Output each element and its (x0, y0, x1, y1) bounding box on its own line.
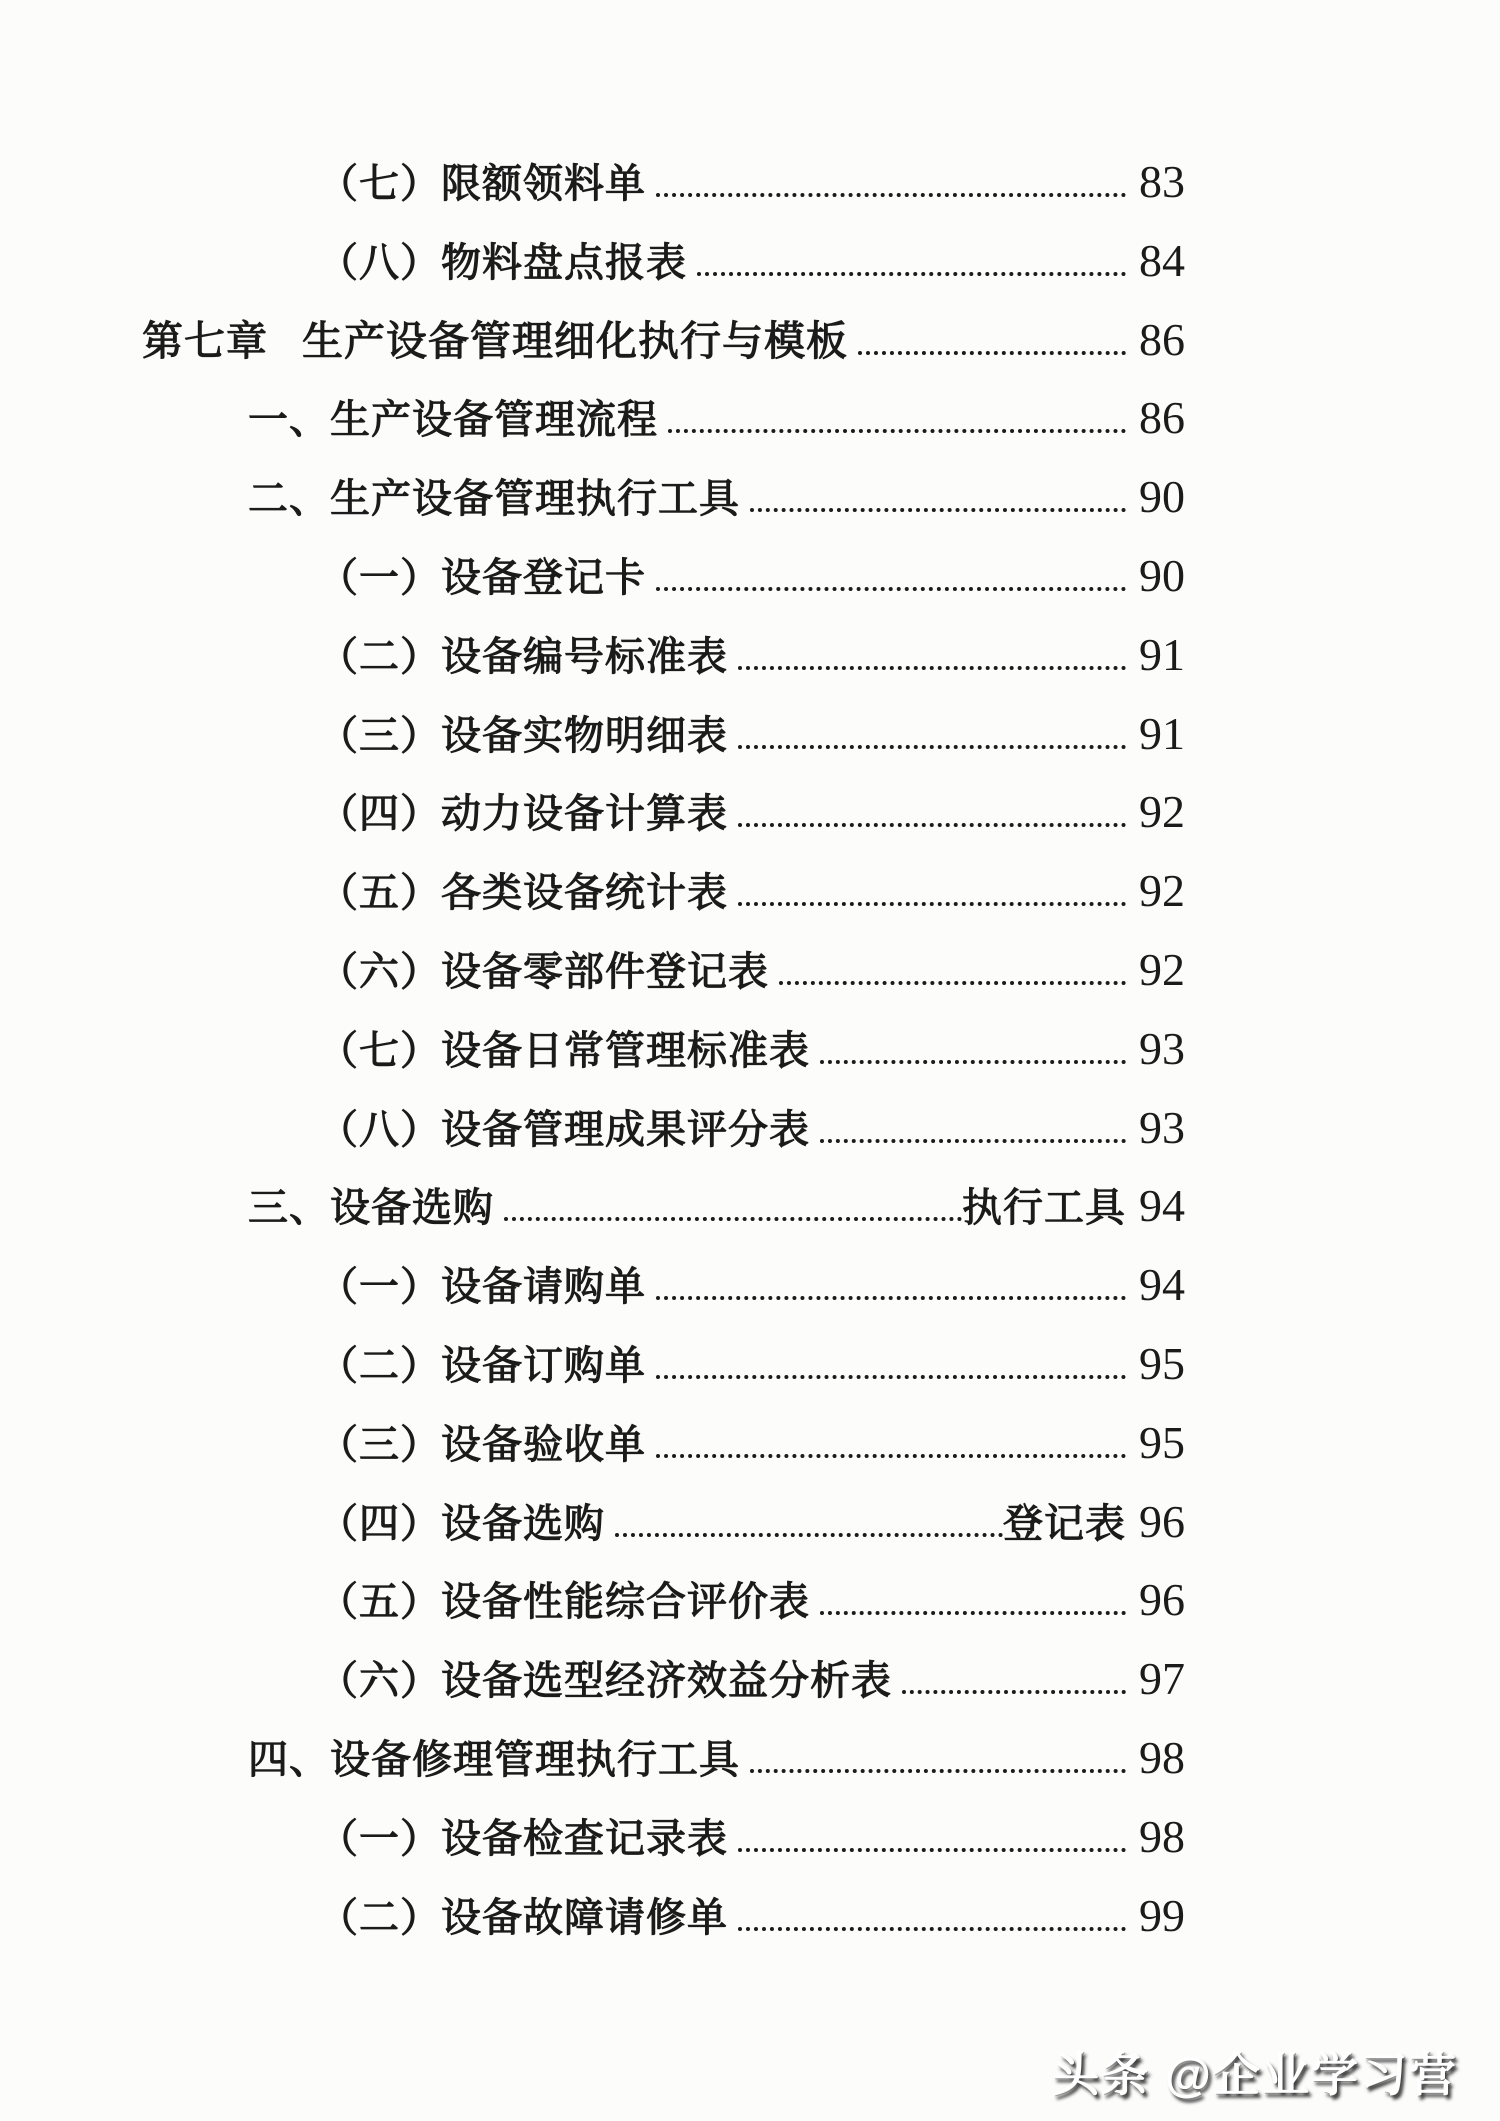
dot-leader (902, 1690, 1126, 1694)
toc-entry (0, 1640, 1185, 1719)
toc-entry (0, 773, 1185, 852)
toc-entry-label: （四）动力设备计算表 (318, 791, 728, 837)
toc-entry-suffix: 登记表 (1003, 1500, 1126, 1546)
toc-page-number: 98 (1139, 1731, 1185, 1783)
toc-entry-label: 三、设备选购 (248, 1185, 494, 1231)
toc-page-number: 97 (1139, 1653, 1185, 1705)
toc-entry-label: （六）设备选型经济效益分析表 (318, 1658, 892, 1704)
toc-entry-label: 生产设备管理细化执行与模板 (302, 317, 848, 364)
toc-entry (0, 143, 1185, 222)
toc-entry (0, 222, 1185, 301)
toc-entry-label: （二）设备订购单 (318, 1342, 646, 1388)
toc-entry (0, 1246, 1185, 1325)
toc-entry-label: （五）设备性能综合评价表 (318, 1579, 810, 1625)
toc-entry-label: （四）设备选购 (318, 1500, 605, 1546)
dot-leader (504, 1217, 962, 1221)
dot-leader (738, 1927, 1126, 1931)
toc-page-number: 90 (1139, 549, 1185, 601)
toc-page-number: 83 (1139, 156, 1185, 207)
toc-entry-label: （三）设备验收单 (318, 1421, 646, 1467)
toc-chapter-number: 第七章 (142, 317, 268, 364)
dot-leader (668, 429, 1126, 433)
toc-entry-label: （八）设备管理成果评分表 (318, 1106, 810, 1152)
dot-leader (738, 745, 1126, 749)
toc-page-number: 84 (1139, 234, 1185, 286)
dot-leader (750, 1769, 1126, 1773)
toc-entry-label: （三）设备实物明细表 (318, 712, 728, 758)
toc-page-number: 92 (1139, 865, 1185, 917)
toc-page-number: 93 (1139, 1101, 1185, 1153)
dot-leader (820, 1139, 1126, 1143)
toc-page-number: 91 (1139, 707, 1185, 759)
toc-entry (0, 301, 1185, 380)
toc-entry (0, 1325, 1185, 1404)
toc-entry (0, 1167, 1185, 1246)
toc-entry-label: 一、生产设备管理流程 (248, 397, 658, 443)
toc-page-number: 93 (1139, 1022, 1185, 1074)
toc-page-number: 94 (1139, 1180, 1185, 1232)
toc-entry (0, 537, 1185, 616)
dot-leader (656, 1454, 1126, 1458)
toc-entry (0, 1798, 1185, 1877)
toc-entry-label: （五）各类设备统计表 (318, 870, 728, 916)
toc-page-number: 92 (1139, 786, 1185, 838)
dot-leader (697, 272, 1126, 276)
dot-leader (656, 193, 1126, 197)
toc-page-number: 92 (1139, 943, 1185, 995)
dot-leader (656, 1375, 1126, 1379)
toc-entry (0, 1089, 1185, 1168)
toc-entry-label: （二）设备编号标准表 (318, 633, 728, 679)
dot-leader (779, 981, 1126, 985)
toc-page-number: 96 (1139, 1495, 1185, 1547)
toc-page-number: 90 (1139, 471, 1185, 523)
toc-entry (0, 1010, 1185, 1089)
dot-leader (820, 1611, 1126, 1615)
toc-page-number: 94 (1139, 1259, 1185, 1311)
toc-page-number: 95 (1139, 1416, 1185, 1468)
toc-entry-label: 四、设备修理管理执行工具 (248, 1736, 740, 1782)
toc-page-number: 99 (1139, 1889, 1185, 1941)
toc-entry-label: （七）设备日常管理标准表 (318, 1027, 810, 1073)
toc-entry (0, 458, 1185, 537)
toc-entry (0, 931, 1185, 1010)
toc-entry (0, 379, 1185, 458)
toc-entry-label: （八）物料盘点报表 (318, 239, 687, 285)
toc-page-number: 98 (1139, 1810, 1185, 1862)
toc-entry-label: （二）设备故障请修单 (318, 1894, 728, 1940)
toc-page-number: 91 (1139, 628, 1185, 680)
toc-entry-label: 二、生产设备管理执行工具 (248, 476, 740, 522)
watermark: 头条 @企业学习营 (1052, 2048, 1458, 2101)
toc-entry (0, 1561, 1185, 1640)
toc-page-number: 95 (1139, 1337, 1185, 1389)
toc-entry-label: （六）设备零部件登记表 (318, 948, 769, 994)
dot-leader (738, 902, 1126, 906)
dot-leader (738, 823, 1126, 827)
toc-page-number: 96 (1139, 1574, 1185, 1626)
dot-leader (656, 1296, 1126, 1300)
toc-entry (0, 616, 1185, 695)
toc-entry-suffix: 执行工具 (962, 1185, 1126, 1231)
toc-entry (0, 695, 1185, 774)
toc-entry (0, 1483, 1185, 1562)
dot-leader (858, 351, 1126, 355)
dot-leader (738, 1848, 1126, 1852)
toc-entry-label: （一）设备检查记录表 (318, 1815, 728, 1861)
toc-entry (0, 852, 1185, 931)
toc-entry-label: （一）设备请购单 (318, 1264, 646, 1310)
toc-entry (0, 1404, 1185, 1483)
dot-leader (750, 508, 1126, 512)
dot-leader (820, 1060, 1126, 1064)
toc-entry-label: （一）设备登记卡 (318, 554, 646, 600)
dot-leader (615, 1533, 1003, 1537)
dot-leader (738, 666, 1126, 670)
toc-entry (0, 1719, 1185, 1798)
toc-entry (0, 1877, 1185, 1956)
toc-page-number: 86 (1139, 392, 1185, 444)
dot-leader (656, 587, 1126, 591)
toc-entry-label: （七）限额领料单 (318, 161, 646, 206)
toc-page-number: 86 (1139, 313, 1185, 365)
